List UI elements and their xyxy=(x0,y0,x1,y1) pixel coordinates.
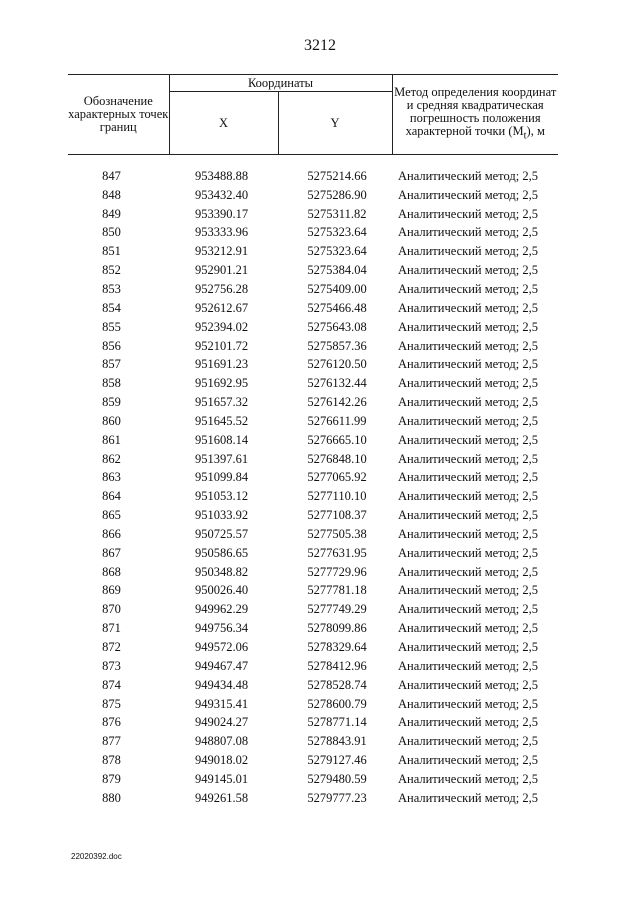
y-coordinate: 5275323.64 xyxy=(307,244,367,259)
x-coordinate: 951692.95 xyxy=(194,376,249,391)
point-number: 871 xyxy=(102,621,121,636)
x-coordinate: 952756.28 xyxy=(194,281,249,296)
point-number: 861 xyxy=(102,432,121,447)
table-row xyxy=(68,676,558,695)
method-cell: Аналитический метод; 2,5 xyxy=(398,715,538,730)
point-number: 865 xyxy=(102,508,121,523)
point-number: 877 xyxy=(102,734,121,749)
x-coordinate: 950725.57 xyxy=(194,526,249,541)
y-coordinate: 5278771.14 xyxy=(307,715,367,730)
x-coordinate: 953432.40 xyxy=(194,187,249,202)
y-coordinate: 5275466.48 xyxy=(307,300,367,315)
x-coordinate: 949756.34 xyxy=(194,621,249,636)
point-number: 866 xyxy=(102,526,121,541)
y-coordinate: 5278412.96 xyxy=(307,658,367,673)
point-number: 875 xyxy=(102,696,121,711)
y-coordinate: 5276665.10 xyxy=(307,432,367,447)
document-filename: 22020392.doc xyxy=(71,852,122,861)
x-coordinate: 949145.01 xyxy=(194,771,249,786)
method-cell: Аналитический метод; 2,5 xyxy=(398,771,538,786)
y-header: Y xyxy=(278,92,392,155)
point-number: 879 xyxy=(102,771,121,786)
y-coordinate: 5277110.10 xyxy=(307,489,367,504)
point-number: 864 xyxy=(102,489,121,504)
x-coordinate: 951608.14 xyxy=(194,432,249,447)
method-cell: Аналитический метод; 2,5 xyxy=(398,790,538,805)
x-coordinate: 948807.08 xyxy=(194,734,249,749)
header-rule xyxy=(68,155,558,168)
table-row xyxy=(68,355,558,374)
coordinates-header: Координаты xyxy=(169,75,392,92)
y-coordinate: 5275311.82 xyxy=(307,206,367,221)
point-number: 847 xyxy=(102,168,121,183)
x-coordinate: 949018.02 xyxy=(194,753,249,768)
y-coordinate: 5279480.59 xyxy=(307,771,367,786)
designation-header: Обозначение характерных точек границ xyxy=(68,75,169,155)
method-header xyxy=(392,75,558,155)
x-coordinate: 949962.29 xyxy=(194,602,249,617)
method-cell: Аналитический метод; 2,5 xyxy=(398,263,538,278)
method-cell: Аналитический метод; 2,5 xyxy=(398,696,538,711)
table-row xyxy=(68,770,558,789)
table-row xyxy=(68,563,558,582)
table-row xyxy=(68,224,558,243)
x-coordinate: 951099.84 xyxy=(194,470,249,485)
method-cell: Аналитический метод; 2,5 xyxy=(398,602,538,617)
method-cell: Аналитический метод; 2,5 xyxy=(398,338,538,353)
y-coordinate: 5278528.74 xyxy=(307,677,367,692)
x-coordinate: 952901.21 xyxy=(194,263,249,278)
method-cell: Аналитический метод; 2,5 xyxy=(398,508,538,523)
y-coordinate: 5278600.79 xyxy=(307,696,367,711)
x-header: X xyxy=(169,92,278,155)
y-coordinate: 5276848.10 xyxy=(307,451,367,466)
y-coordinate: 5277108.37 xyxy=(307,508,367,523)
point-number: 851 xyxy=(102,244,121,259)
y-coordinate: 5278329.64 xyxy=(307,640,367,655)
x-coordinate: 953212.91 xyxy=(194,244,249,259)
x-coordinate: 952101.72 xyxy=(194,338,249,353)
point-number: 856 xyxy=(102,338,121,353)
y-coordinate: 5277065.92 xyxy=(307,470,367,485)
y-coordinate: 5278099.86 xyxy=(307,621,367,636)
point-number: 873 xyxy=(102,658,121,673)
table-row xyxy=(68,544,558,563)
point-number: 857 xyxy=(102,357,121,372)
x-coordinate: 951053.12 xyxy=(194,489,249,504)
method-cell: Аналитический метод; 2,5 xyxy=(398,413,538,428)
point-number: 860 xyxy=(102,413,121,428)
method-cell: Аналитический метод; 2,5 xyxy=(398,734,538,749)
x-coordinate: 951397.61 xyxy=(194,451,249,466)
method-cell: Аналитический метод; 2,5 xyxy=(398,187,538,202)
method-cell: Аналитический метод; 2,5 xyxy=(398,526,538,541)
table-row xyxy=(68,393,558,412)
table-row xyxy=(68,638,558,657)
method-cell: Аналитический метод; 2,5 xyxy=(398,357,538,372)
point-number: 852 xyxy=(102,263,121,278)
table-row xyxy=(68,431,558,450)
y-coordinate: 5275323.64 xyxy=(307,225,367,240)
method-header-text: Метод определения координат и средняя квадратическая погрешность положения характерной точки (M xyxy=(394,85,557,139)
table-row xyxy=(68,600,558,619)
point-number: 849 xyxy=(102,206,121,221)
x-coordinate: 949434.48 xyxy=(194,677,249,692)
x-coordinate: 953488.88 xyxy=(194,168,249,183)
table-row xyxy=(68,299,558,318)
method-cell: Аналитический метод; 2,5 xyxy=(398,300,538,315)
y-coordinate: 5275286.90 xyxy=(307,187,367,202)
y-coordinate: 5276120.50 xyxy=(307,357,367,372)
table-row xyxy=(68,337,558,356)
point-number: 876 xyxy=(102,715,121,730)
x-coordinate: 951691.23 xyxy=(194,357,249,372)
x-coordinate: 952612.67 xyxy=(194,300,249,315)
x-coordinate: 951645.52 xyxy=(194,413,249,428)
point-number: 872 xyxy=(102,640,121,655)
y-coordinate: 5275384.04 xyxy=(307,263,367,278)
coordinates-table xyxy=(68,74,558,808)
point-number: 853 xyxy=(102,281,121,296)
method-cell: Аналитический метод; 2,5 xyxy=(398,753,538,768)
method-cell: Аналитический метод; 2,5 xyxy=(398,376,538,391)
point-number: 874 xyxy=(102,677,121,692)
x-coordinate: 949467.47 xyxy=(194,658,249,673)
method-header-tail: ), м xyxy=(526,124,545,139)
point-number: 869 xyxy=(102,583,121,598)
y-coordinate: 5275214.66 xyxy=(307,168,367,183)
method-cell: Аналитический метод; 2,5 xyxy=(398,281,538,296)
method-cell: Аналитический метод; 2,5 xyxy=(398,621,538,636)
method-cell: Аналитический метод; 2,5 xyxy=(398,395,538,410)
table-row xyxy=(68,412,558,431)
point-number: 859 xyxy=(102,395,121,410)
method-cell: Аналитический метод; 2,5 xyxy=(398,470,538,485)
table-row xyxy=(68,657,558,676)
method-cell: Аналитический метод; 2,5 xyxy=(398,319,538,334)
method-cell: Аналитический метод; 2,5 xyxy=(398,640,538,655)
x-coordinate: 950026.40 xyxy=(194,583,249,598)
table-row xyxy=(68,374,558,393)
point-number: 855 xyxy=(102,319,121,334)
y-coordinate: 5277631.95 xyxy=(307,545,367,560)
x-coordinate: 953333.96 xyxy=(194,225,249,240)
method-cell: Аналитический метод; 2,5 xyxy=(398,206,538,221)
point-number: 867 xyxy=(102,545,121,560)
y-coordinate: 5278843.91 xyxy=(307,734,367,749)
table-row xyxy=(68,525,558,544)
method-cell: Аналитический метод; 2,5 xyxy=(398,244,538,259)
x-coordinate: 949572.06 xyxy=(194,640,249,655)
point-number: 863 xyxy=(102,470,121,485)
method-header-subscript: t xyxy=(523,130,527,142)
y-coordinate: 5276611.99 xyxy=(307,413,367,428)
table-row xyxy=(68,619,558,638)
table-row xyxy=(68,450,558,469)
point-number: 862 xyxy=(102,451,121,466)
point-number: 870 xyxy=(102,602,121,617)
method-cell: Аналитический метод; 2,5 xyxy=(398,564,538,579)
method-cell: Аналитический метод; 2,5 xyxy=(398,432,538,447)
table-row xyxy=(68,469,558,488)
table-row xyxy=(68,732,558,751)
x-coordinate: 951033.92 xyxy=(194,508,249,523)
table-row xyxy=(68,695,558,714)
point-number: 848 xyxy=(102,187,121,202)
y-coordinate: 5275857.36 xyxy=(307,338,367,353)
table-row xyxy=(68,713,558,732)
x-coordinate: 949315.41 xyxy=(194,696,249,711)
method-cell: Аналитический метод; 2,5 xyxy=(398,677,538,692)
table-row xyxy=(68,205,558,224)
table-row xyxy=(68,789,558,808)
x-coordinate: 950348.82 xyxy=(194,564,249,579)
table-row xyxy=(68,318,558,337)
table-row xyxy=(68,167,558,186)
method-cell: Аналитический метод; 2,5 xyxy=(398,225,538,240)
y-coordinate: 5279127.46 xyxy=(307,753,367,768)
method-cell: Аналитический метод; 2,5 xyxy=(398,168,538,183)
method-cell: Аналитический метод; 2,5 xyxy=(398,658,538,673)
method-cell: Аналитический метод; 2,5 xyxy=(398,451,538,466)
x-coordinate: 951657.32 xyxy=(194,395,249,410)
method-cell: Аналитический метод; 2,5 xyxy=(398,489,538,504)
y-coordinate: 5277505.38 xyxy=(307,526,367,541)
method-cell: Аналитический метод; 2,5 xyxy=(398,545,538,560)
table-row xyxy=(68,186,558,205)
point-number: 878 xyxy=(102,753,121,768)
y-coordinate: 5275643.08 xyxy=(307,319,367,334)
point-number: 854 xyxy=(102,300,121,315)
y-coordinate: 5277749.29 xyxy=(307,602,367,617)
x-coordinate: 952394.02 xyxy=(194,319,249,334)
y-coordinate: 5277781.18 xyxy=(307,583,367,598)
page-number: 3212 xyxy=(304,37,336,54)
x-coordinate: 950586.65 xyxy=(194,545,249,560)
point-number: 850 xyxy=(102,225,121,240)
y-coordinate: 5277729.96 xyxy=(307,564,367,579)
y-coordinate: 5276142.26 xyxy=(307,395,367,410)
table-row xyxy=(68,261,558,280)
y-coordinate: 5276132.44 xyxy=(307,376,367,391)
y-coordinate: 5279777.23 xyxy=(307,790,367,805)
table-row xyxy=(68,242,558,261)
table-row xyxy=(68,487,558,506)
point-number: 858 xyxy=(102,376,121,391)
point-number: 868 xyxy=(102,564,121,579)
point-number: 880 xyxy=(102,790,121,805)
x-coordinate: 949024.27 xyxy=(194,715,249,730)
y-coordinate: 5275409.00 xyxy=(307,281,367,296)
x-coordinate: 953390.17 xyxy=(194,206,249,221)
table-row xyxy=(68,506,558,525)
x-coordinate: 949261.58 xyxy=(194,790,249,805)
table-row xyxy=(68,280,558,299)
table-row xyxy=(68,582,558,601)
table-row xyxy=(68,751,558,770)
method-cell: Аналитический метод; 2,5 xyxy=(398,583,538,598)
